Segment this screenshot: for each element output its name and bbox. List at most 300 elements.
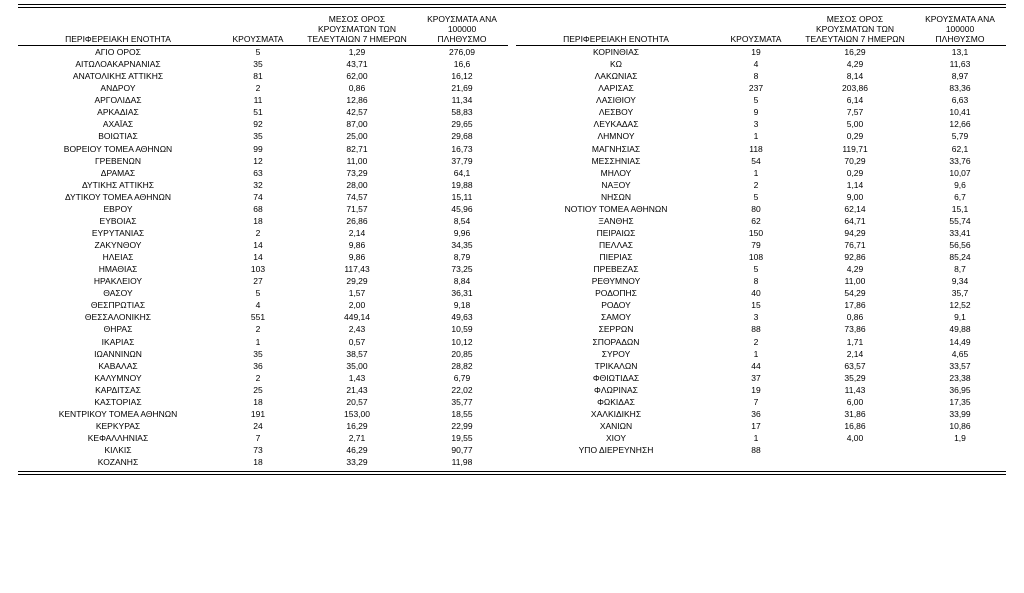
cell-per100k: 29,68 <box>451 131 473 142</box>
cell-cases: 5 <box>753 191 759 202</box>
cell-per100k: 8,97 <box>951 71 969 82</box>
cell-avg7: 9,86 <box>348 240 366 251</box>
cell-region: ΞΑΝΘΗΣ <box>598 215 634 226</box>
cell-avg7: 73,29 <box>346 167 368 178</box>
cell-region: ΝΑΞΟΥ <box>601 179 631 190</box>
cell-region: ΝΟΤΙΟΥ ΤΟΜΕΑ ΑΘΗΝΩΝ <box>564 203 668 214</box>
cell-region: ΚΑΒΑΛΑΣ <box>98 360 138 371</box>
table-row <box>18 203 508 215</box>
cell-cases: 11 <box>253 95 263 106</box>
cell-cases: 63 <box>253 167 263 178</box>
cell-cases: 15 <box>751 300 761 311</box>
table-row <box>18 287 508 299</box>
cell-avg7: 29,29 <box>346 276 368 287</box>
header-cases-left <box>218 14 298 46</box>
cell-region: ΚΑΣΤΟΡΙΑΣ <box>94 396 142 407</box>
cell-region: ΔΡΑΜΑΣ <box>100 167 136 178</box>
cell-per100k: 12,66 <box>949 119 971 130</box>
cell-region: ΙΚΑΡΙΑΣ <box>101 336 135 347</box>
cell-per100k: 19,88 <box>451 179 473 190</box>
cell-per100k: 49,88 <box>949 324 971 335</box>
cell-cases: 25 <box>253 384 263 395</box>
regional-cases-table-right <box>516 14 1006 456</box>
cell-avg7: 117,43 <box>344 264 370 275</box>
cell-region: ΛΕΥΚΑΔΑΣ <box>593 119 639 130</box>
table-row <box>516 82 1006 94</box>
cell-region: ΛΑΡΙΣΑΣ <box>598 83 634 94</box>
cell-avg7: 31,86 <box>844 408 866 419</box>
cell-avg7: 74,57 <box>346 191 368 202</box>
table-head-left <box>18 14 508 46</box>
cell-per100k: 10,07 <box>949 167 971 178</box>
cell-region: ΑΡΓΟΛΙΔΑΣ <box>94 95 142 106</box>
cell-cases: 3 <box>753 312 759 323</box>
cell-region: ΘΕΣΣΑΛΟΝΙΚΗΣ <box>84 312 152 323</box>
cell-per100k: 15,11 <box>451 191 473 202</box>
cell-avg7: 1,14 <box>846 179 864 190</box>
cell-region: ΚΕΡΚΥΡΑΣ <box>95 420 141 431</box>
cell-cases: 5 <box>753 264 759 275</box>
cell-cases: 36 <box>751 408 761 419</box>
cell-per100k: 36,95 <box>949 384 971 395</box>
table-row <box>516 396 1006 408</box>
cell-region: ΦΛΩΡΙΝΑΣ <box>594 384 638 395</box>
cell-cases: 35 <box>253 348 263 359</box>
cell-region: ΚΕΦΑΛΛΗΝΙΑΣ <box>87 433 149 444</box>
cell-avg7: 17,86 <box>844 300 866 311</box>
cell-avg7: 0,57 <box>348 336 366 347</box>
cell-cases: 9 <box>753 107 759 118</box>
cell-cases: 7 <box>255 433 261 444</box>
cell-cases: 12 <box>253 155 263 166</box>
cell-cases: 1 <box>753 348 759 359</box>
cell-per100k: 23,38 <box>949 372 971 383</box>
table-row <box>18 396 508 408</box>
cell-region: ΗΜΑΘΙΑΣ <box>98 264 138 275</box>
header-avg7-right-line2: ΚΡΟΥΣΜΑΤΩΝ ΤΩΝ <box>816 24 894 35</box>
table-row <box>18 432 508 444</box>
cell-region: ΦΘΙΩΤΙΔΑΣ <box>592 372 640 383</box>
cell-cases: 19 <box>751 384 761 395</box>
table-row <box>18 155 508 167</box>
cell-region: ΔΥΤΙΚΗΣ ΑΤΤΙΚΗΣ <box>81 179 155 190</box>
cell-cases: 14 <box>253 252 263 263</box>
cell-cases: 99 <box>253 143 263 154</box>
cell-avg7: 4,29 <box>846 264 864 275</box>
cell-per100k: 8,79 <box>453 252 471 263</box>
cell-per100k: 16,12 <box>451 71 473 82</box>
header-region-right-text: ΠΕΡΙΦΕΡΕΙΑΚΗ ΕΝΟΤΗΤΑ <box>563 34 669 45</box>
cell-avg7: 73,86 <box>844 324 866 335</box>
cell-region: ΕΒΡΟΥ <box>103 203 133 214</box>
table-row <box>516 155 1006 167</box>
header-per100k-right-line2: ΠΛΗΘΥΣΜΟ <box>935 34 985 45</box>
cell-avg7: 449,14 <box>344 312 370 323</box>
cell-per100k <box>914 444 1006 456</box>
cell-per100k: 34,35 <box>451 240 473 251</box>
table-row <box>18 360 508 372</box>
cell-region: ΛΕΣΒΟΥ <box>598 107 634 118</box>
cell-per100k: 4,65 <box>951 348 969 359</box>
cell-avg7: 1,71 <box>846 336 864 347</box>
cell-cases: 18 <box>253 457 263 468</box>
cell-region: ΚΩ <box>609 59 623 70</box>
header-avg7-left-line2: ΚΡΟΥΣΜΑΤΩΝ ΤΩΝ <box>318 24 396 35</box>
cell-cases: 88 <box>751 324 761 335</box>
cell-region: ΠΡΕΒΕΖΑΣ <box>593 264 639 275</box>
cell-per100k: 6,63 <box>951 95 969 106</box>
cell-region: ΜΗΛΟΥ <box>600 167 632 178</box>
table-row <box>516 275 1006 287</box>
cell-avg7: 203,86 <box>842 83 868 94</box>
cell-per100k: 58,83 <box>451 107 473 118</box>
cell-region: ΑΙΤΩΛΟΑΚΑΡΝΑΝΙΑΣ <box>75 59 161 70</box>
cell-avg7: 6,00 <box>846 396 864 407</box>
cell-region: ΑΡΚΑΔΙΑΣ <box>97 107 139 118</box>
cell-cases: 103 <box>250 264 266 275</box>
cell-per100k: 36,31 <box>451 288 473 299</box>
table-row <box>516 70 1006 82</box>
cell-region: ΠΕΙΡΑΙΩΣ <box>596 227 636 238</box>
cell-region: ΒΟΙΩΤΙΑΣ <box>98 131 138 142</box>
cell-region: ΥΠΟ ΔΙΕΡΕΥΝΗΣΗ <box>578 445 654 456</box>
table-row <box>18 444 508 456</box>
table-row <box>516 372 1006 384</box>
cell-cases: 44 <box>751 360 761 371</box>
cell-avg7: 0,29 <box>846 131 864 142</box>
cell-per100k: 37,79 <box>451 155 473 166</box>
table-row <box>516 227 1006 239</box>
cell-region: ΑΝΔΡΟΥ <box>100 83 136 94</box>
cell-avg7: 76,71 <box>844 240 866 251</box>
cell-avg7: 9,00 <box>846 191 864 202</box>
cell-avg7: 20,57 <box>346 396 368 407</box>
cell-per100k: 17,35 <box>949 396 971 407</box>
table-row <box>18 82 508 94</box>
header-avg7-right-line1: ΜΕΣΟΣ ΟΡΟΣ <box>826 14 884 24</box>
table-row <box>516 203 1006 215</box>
cell-avg7: 2,43 <box>348 324 366 335</box>
table-row <box>516 251 1006 263</box>
cell-cases: 4 <box>753 59 759 70</box>
cell-per100k: 9,18 <box>453 300 471 311</box>
cell-per100k: 56,56 <box>949 240 971 251</box>
cell-avg7: 21,43 <box>346 384 368 395</box>
cell-per100k: 8,7 <box>954 264 966 275</box>
cell-avg7: 119,71 <box>842 143 868 154</box>
table-row <box>516 360 1006 372</box>
cell-cases: 2 <box>255 324 261 335</box>
cell-avg7: 16,29 <box>844 47 866 58</box>
cell-avg7: 0,29 <box>846 167 864 178</box>
cell-avg7: 26,86 <box>346 215 368 226</box>
cell-region: ΣΥΡΟΥ <box>601 348 631 359</box>
cell-per100k: 8,54 <box>453 215 471 226</box>
table-row <box>18 58 508 70</box>
table-row <box>18 70 508 82</box>
table-head-right <box>516 14 1006 46</box>
table-row <box>516 420 1006 432</box>
table-row <box>18 130 508 142</box>
cell-cases: 150 <box>748 227 764 238</box>
cell-region: ΡΟΔΟΠΗΣ <box>595 288 637 299</box>
cell-per100k: 22,02 <box>451 384 473 395</box>
cell-cases: 74 <box>253 191 263 202</box>
cell-per100k: 55,74 <box>949 215 971 226</box>
table-row <box>516 408 1006 420</box>
header-avg7-left-line3: ΤΕΛΕΥΤΑΙΩΝ 7 ΗΜΕΡΩΝ <box>307 34 407 45</box>
cell-region: ΡΕΘΥΜΝΟΥ <box>591 276 641 287</box>
cell-region: ΑΝΑΤΟΛΙΚΗΣ ΑΤΤΙΚΗΣ <box>72 71 164 82</box>
cell-cases: 1 <box>255 336 261 347</box>
table-row <box>516 444 1006 456</box>
table-row <box>18 106 508 118</box>
cell-region: ΕΥΒΟΙΑΣ <box>99 215 137 226</box>
cell-per100k: 9,1 <box>954 312 966 323</box>
cell-avg7: 62,00 <box>346 71 368 82</box>
cell-cases: 551 <box>250 312 266 323</box>
cell-cases: 5 <box>255 47 261 58</box>
cell-cases: 118 <box>749 143 763 154</box>
cell-cases: 5 <box>255 288 261 299</box>
table-body-left <box>18 46 508 469</box>
cell-per100k: 20,85 <box>451 348 473 359</box>
cell-cases: 108 <box>748 252 764 263</box>
cell-cases: 8 <box>753 276 759 287</box>
cell-avg7: 94,29 <box>844 227 866 238</box>
cell-region: ΠΙΕΡΙΑΣ <box>599 252 633 263</box>
header-cases-right <box>716 14 796 46</box>
cell-region: ΘΗΡΑΣ <box>103 324 133 335</box>
table-row <box>516 311 1006 323</box>
cell-per100k: 49,63 <box>451 312 473 323</box>
top-rule-2 <box>18 7 1006 8</box>
cell-region: ΛΑΚΩΝΙΑΣ <box>594 71 638 82</box>
table-row <box>18 348 508 360</box>
cell-per100k: 6,79 <box>453 372 471 383</box>
cell-region: ΛΗΜΝΟΥ <box>597 131 635 142</box>
cell-region: ΣΑΜΟΥ <box>600 312 631 323</box>
cell-avg7: 87,00 <box>346 119 368 130</box>
cell-per100k: 33,76 <box>949 155 971 166</box>
cell-avg7 <box>796 444 914 456</box>
table-row <box>516 106 1006 118</box>
cell-cases: 27 <box>253 276 263 287</box>
cell-per100k: 22,99 <box>451 420 473 431</box>
cell-avg7: 6,14 <box>846 95 864 106</box>
cell-cases: 37 <box>751 372 761 383</box>
table-row <box>18 251 508 263</box>
cell-cases: 40 <box>751 288 761 299</box>
table-row <box>18 167 508 179</box>
cell-per100k: 16,6 <box>453 59 471 70</box>
top-rule-1 <box>18 4 1006 5</box>
table-row <box>516 336 1006 348</box>
cell-region: ΚΟΖΑΝΗΣ <box>97 457 139 468</box>
cell-cases: 7 <box>753 396 759 407</box>
cell-region: ΚΕΝΤΡΙΚΟΥ ΤΟΜΕΑ ΑΘΗΝΩΝ <box>58 408 178 419</box>
cell-region: ΜΕΣΣΗΝΙΑΣ <box>591 155 641 166</box>
cell-avg7: 1,43 <box>348 372 366 383</box>
cell-cases: 35 <box>253 131 263 142</box>
cell-avg7: 8,14 <box>846 71 864 82</box>
cell-avg7: 92,86 <box>844 252 866 263</box>
cell-cases: 68 <box>253 203 263 214</box>
header-region-right <box>516 14 716 46</box>
cell-cases: 14 <box>253 240 263 251</box>
table-row <box>516 167 1006 179</box>
cell-avg7: 153,00 <box>344 408 370 419</box>
cell-per100k: 16,73 <box>451 143 473 154</box>
cell-avg7: 63,57 <box>844 360 866 371</box>
cell-cases: 62 <box>751 215 761 226</box>
header-row-right <box>516 14 1006 46</box>
table-row <box>18 372 508 384</box>
cell-per100k: 11,98 <box>451 457 473 468</box>
cell-region: ΣΕΡΡΩΝ <box>598 324 634 335</box>
cell-avg7: 35,29 <box>844 372 866 383</box>
cell-region: ΖΑΚΥΝΘΟΥ <box>94 240 142 251</box>
table-body-right <box>516 46 1006 457</box>
table-row <box>18 179 508 191</box>
table-row <box>18 118 508 130</box>
cell-per100k: 6,7 <box>954 191 966 202</box>
cell-avg7: 4,00 <box>846 433 864 444</box>
cell-avg7: 2,71 <box>348 433 366 444</box>
cell-per100k: 13,1 <box>951 47 969 58</box>
cell-cases: 1 <box>753 433 759 444</box>
cell-avg7: 43,71 <box>346 59 368 70</box>
cell-avg7: 28,00 <box>346 179 368 190</box>
cell-region: ΧΑΛΚΙΔΙΚΗΣ <box>590 408 642 419</box>
cell-region: ΓΡΕΒΕΝΩΝ <box>95 155 141 166</box>
cell-region: ΚΙΛΚΙΣ <box>104 445 132 456</box>
cell-avg7: 71,57 <box>346 203 368 214</box>
header-avg7-left <box>298 14 416 46</box>
cell-cases: 2 <box>753 336 759 347</box>
table-row <box>516 130 1006 142</box>
cell-cases: 1 <box>753 131 759 142</box>
cell-avg7: 16,86 <box>844 420 866 431</box>
cell-per100k: 62,1 <box>951 143 969 154</box>
table-row <box>18 336 508 348</box>
table-row <box>18 227 508 239</box>
table-row <box>18 275 508 287</box>
cell-per100k: 90,77 <box>451 445 473 456</box>
cell-avg7: 5,00 <box>846 119 864 130</box>
cell-per100k: 21,69 <box>451 83 473 94</box>
cell-cases: 80 <box>751 203 761 214</box>
cell-avg7: 2,14 <box>846 348 864 359</box>
table-row <box>516 179 1006 191</box>
cell-per100k: 19,55 <box>451 433 473 444</box>
document-page <box>0 4 1024 593</box>
cell-region: ΡΟΔΟΥ <box>601 300 631 311</box>
cell-cases: 2 <box>255 372 261 383</box>
cell-region: ΧΙΟΥ <box>605 433 627 444</box>
cell-region: ΧΑΝΙΩΝ <box>599 420 633 431</box>
cell-region: ΘΑΣΟΥ <box>103 288 133 299</box>
table-row <box>516 143 1006 155</box>
cell-per100k: 8,84 <box>453 276 471 287</box>
cell-per100k: 1,9 <box>954 433 966 444</box>
table-row <box>18 143 508 155</box>
header-region-left <box>18 14 218 46</box>
cell-avg7: 33,29 <box>346 457 368 468</box>
header-per100k-right-line1: ΚΡΟΥΣΜΑΤΑ ΑΝΑ 100000 <box>925 14 995 35</box>
cell-per100k: 14,49 <box>949 336 971 347</box>
cell-cases: 73 <box>253 445 263 456</box>
table-row <box>18 215 508 227</box>
cell-per100k: 33,57 <box>949 360 971 371</box>
cell-region: ΙΩΑΝΝΙΝΩΝ <box>94 348 142 359</box>
cell-per100k: 10,12 <box>451 336 473 347</box>
table-row <box>516 58 1006 70</box>
header-row-left <box>18 14 508 46</box>
cell-cases: 4 <box>255 300 261 311</box>
cell-region: ΚΑΡΔΙΤΣΑΣ <box>95 384 141 395</box>
cell-avg7: 25,00 <box>346 131 368 142</box>
cell-per100k: 45,96 <box>451 203 473 214</box>
cell-region: ΑΧΑΪΑΣ <box>102 119 134 130</box>
table-row <box>516 191 1006 203</box>
cell-avg7: 70,29 <box>844 155 866 166</box>
cell-region: ΠΕΛΛΑΣ <box>598 240 634 251</box>
cell-avg7: 64,71 <box>844 215 866 226</box>
cell-per100k: 33,99 <box>949 408 971 419</box>
cell-avg7: 38,57 <box>346 348 368 359</box>
table-row <box>18 408 508 420</box>
cell-avg7: 11,43 <box>844 384 866 395</box>
cell-per100k: 15,1 <box>951 203 969 214</box>
table-row <box>516 299 1006 311</box>
cell-cases: 35 <box>253 59 263 70</box>
cell-cases: 2 <box>255 83 261 94</box>
header-avg7-right-line3: ΤΕΛΕΥΤΑΙΩΝ 7 ΗΜΕΡΩΝ <box>805 34 905 45</box>
table-row <box>18 239 508 251</box>
table-row <box>18 311 508 323</box>
cell-avg7: 82,71 <box>346 143 368 154</box>
cell-cases: 8 <box>753 71 759 82</box>
cell-avg7: 0,86 <box>846 312 864 323</box>
cell-region: ΕΥΡΥΤΑΝΙΑΣ <box>91 227 145 238</box>
cell-cases: 92 <box>253 119 263 130</box>
cell-avg7: 2,00 <box>348 300 366 311</box>
table-row <box>516 348 1006 360</box>
cell-region: ΗΡΑΚΛΕΙΟΥ <box>93 276 143 287</box>
table-row <box>516 287 1006 299</box>
cell-cases: 191 <box>250 408 266 419</box>
cell-avg7: 62,14 <box>844 203 866 214</box>
cell-region: ΛΑΣΙΘΙΟΥ <box>596 95 636 106</box>
cell-cases: 19 <box>751 47 761 58</box>
cell-per100k: 10,41 <box>949 107 971 118</box>
cell-per100k: 64,1 <box>453 167 471 178</box>
table-row <box>516 323 1006 335</box>
bottom-rule-1 <box>18 471 1006 472</box>
cell-per100k: 33,41 <box>949 227 971 238</box>
cell-cases: 79 <box>751 240 761 251</box>
header-avg7-left-line1: ΜΕΣΟΣ ΟΡΟΣ <box>328 14 386 24</box>
cell-cases: 2 <box>255 227 261 238</box>
cell-per100k: 85,24 <box>949 252 971 263</box>
cell-avg7: 11,00 <box>844 276 866 287</box>
table-row <box>516 46 1006 59</box>
cell-cases: 54 <box>751 155 761 166</box>
table-row <box>516 432 1006 444</box>
table-row <box>516 263 1006 275</box>
table-row <box>18 263 508 275</box>
